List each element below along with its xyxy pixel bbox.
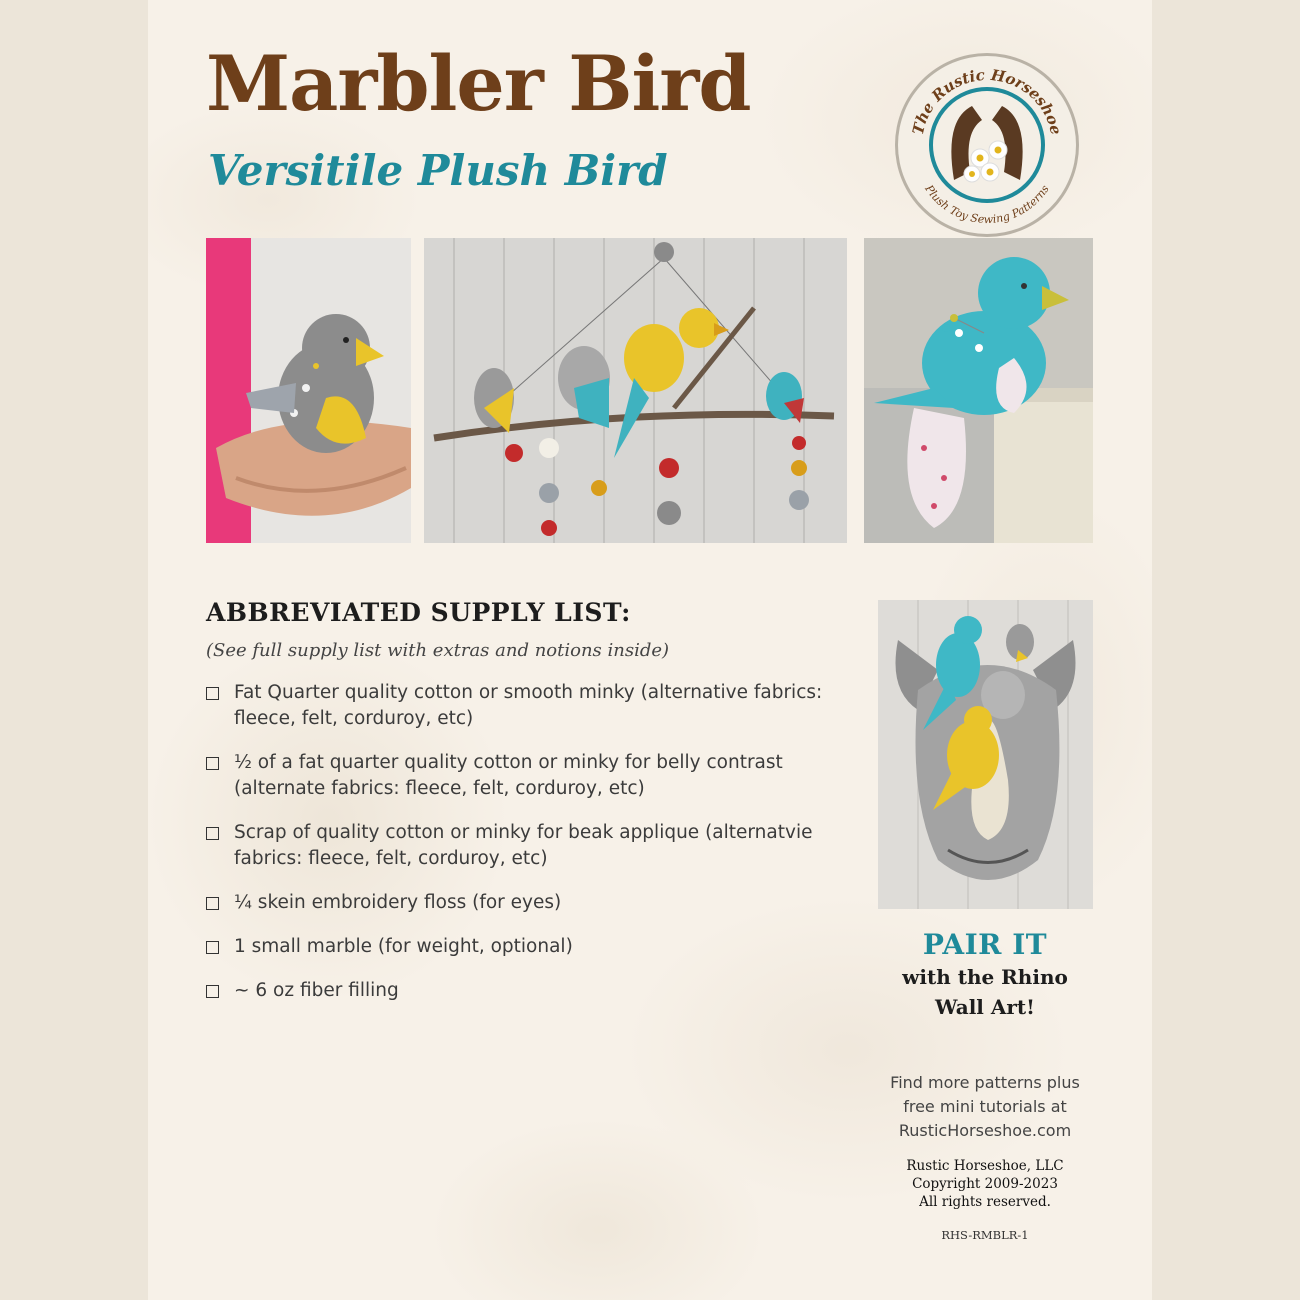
copyright-notice [848, 1157, 1122, 1211]
more-patterns-line-1: Find more patterns plus [890, 1073, 1080, 1092]
checkbox-icon [206, 897, 219, 910]
pincushion-bird-photo [864, 238, 1093, 543]
checkbox-icon [206, 827, 219, 840]
company-name: Rustic Horseshoe, LLC [906, 1158, 1064, 1174]
supply-item-text: ~ 6 oz fiber filling [234, 980, 399, 1001]
supply-item [206, 934, 826, 960]
more-patterns-line-2: free mini tutorials at [903, 1097, 1067, 1116]
supply-item-text: 1 small marble (for weight, optional) [234, 936, 573, 957]
more-patterns-note [848, 1071, 1122, 1143]
logo-arc-bottom-text: Plush Toy Sewing Patterns [922, 182, 1052, 227]
checkbox-icon [206, 941, 219, 954]
pattern-cover-page [148, 0, 1152, 1300]
supply-item [206, 820, 826, 872]
pair-it-line-2: Wall Art! [935, 995, 1035, 1019]
pair-it-line-1: with the Rhino [902, 965, 1068, 989]
pair-it-title: PAIR IT [922, 928, 1048, 961]
website-link[interactable]: RusticHorseshoe.com [898, 1121, 1072, 1140]
rights-reserved: All rights reserved. [919, 1194, 1051, 1210]
supply-item [206, 680, 826, 732]
checkbox-icon [206, 757, 219, 770]
page-title: Marbler Bird [206, 39, 751, 128]
supply-item [206, 890, 826, 916]
copyright-years: Copyright 2009-2023 [912, 1176, 1058, 1192]
logo-arc-top-text: The Rustic Horseshoe [908, 65, 1066, 137]
supply-item [206, 750, 826, 802]
supply-item-text: ¼ skein embroidery floss (for eyes) [234, 892, 562, 913]
checkbox-icon [206, 985, 219, 998]
supply-item-text: ½ of a fat quarter quality cotton or minky for belly contrast (alternate fabrics: fleece, felt, corduroy, etc) [234, 752, 783, 799]
supply-list-note: (See full supply list with extras and notions inside) [206, 640, 670, 661]
supply-item-text: Fat Quarter quality cotton or smooth minky (alternative fabrics: fleece, felt, corduroy, etc) [234, 682, 823, 729]
bird-mobile-photo [424, 238, 847, 543]
supply-list-heading: ABBREVIATED SUPPLY LIST: [206, 598, 631, 627]
bird-in-hands-photo [206, 238, 411, 543]
rhino-wall-art-photo [878, 600, 1093, 909]
supply-list [206, 680, 826, 1022]
supply-item-text: Scrap of quality cotton or minky for beak applique (alternatvie fabrics: fleece, felt, corduroy, etc) [234, 822, 813, 869]
pattern-code: RHS-RMBLR-1 [941, 1228, 1029, 1242]
checkbox-icon [206, 687, 219, 700]
pair-it-callout [848, 928, 1122, 1022]
supply-item [206, 978, 826, 1004]
page-subtitle: Versitile Plush Bird [208, 146, 668, 195]
rustic-horseshoe-logo [892, 50, 1082, 240]
